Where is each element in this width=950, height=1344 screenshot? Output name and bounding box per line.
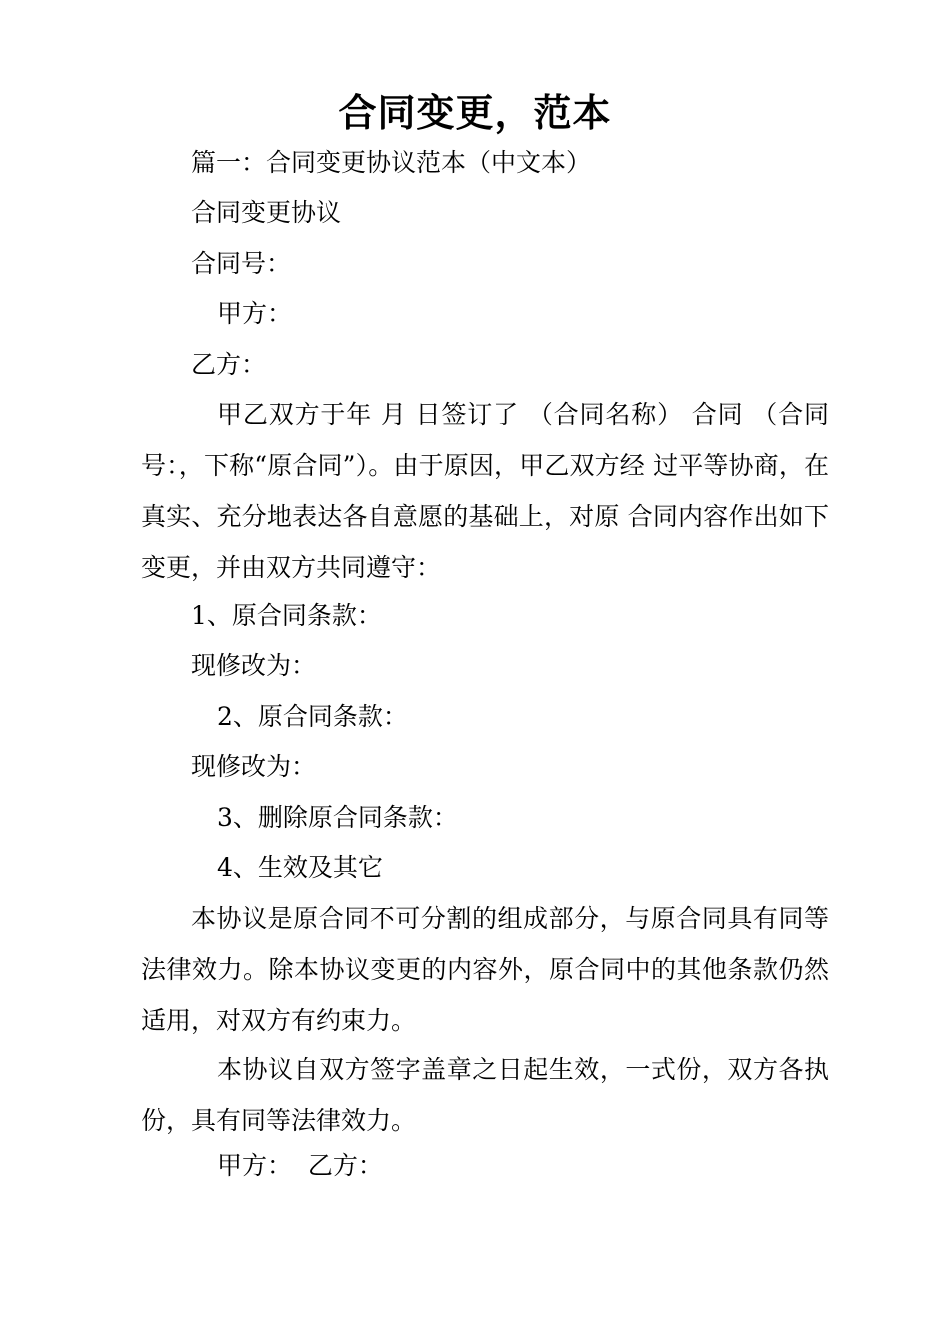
party-b-label: 乙方：	[191, 350, 267, 379]
validity-paragraph: 本协议是原合同不可分割的组成部分，与原合同具有同等法律效力。除本协议变更的内容外，原合同中的其他条款仍然适用，对双方有约束力。	[141, 904, 829, 1035]
party-a-label: 甲方：	[217, 299, 293, 328]
chapter-heading: 篇一：合同变更协议范本（中文本）	[191, 148, 592, 177]
document-title: 合同变更，范本	[338, 90, 612, 135]
clause-1: 1、原合同条款：	[191, 601, 382, 630]
agreement-heading: 合同变更协议	[191, 198, 342, 227]
intro-paragraph: 甲乙双方于年 月 日签订了 （合同名称） 合同 （合同号：，下称“原合同”）。由于原因，甲乙双方经 过平等协商，在真实、充分地表达各自意愿的基础上，对原 合同内容作出如下变更，并由双方共同遵守：	[141, 400, 829, 582]
clause-3: 3、删除原合同条款：	[217, 803, 458, 832]
contract-number-label: 合同号：	[191, 249, 292, 278]
clause-2: 2、原合同条款：	[217, 702, 408, 731]
clause-2-revised: 现修改为：	[191, 752, 317, 781]
clause-4: 4、生效及其它	[217, 853, 383, 882]
signature-line: 甲方： 乙方：	[217, 1151, 383, 1180]
clause-1-revised: 现修改为：	[191, 651, 317, 680]
effective-paragraph: 本协议自双方签字盖章之日起生效，一式份，双方各执份，具有同等法律效力。	[141, 1055, 829, 1135]
